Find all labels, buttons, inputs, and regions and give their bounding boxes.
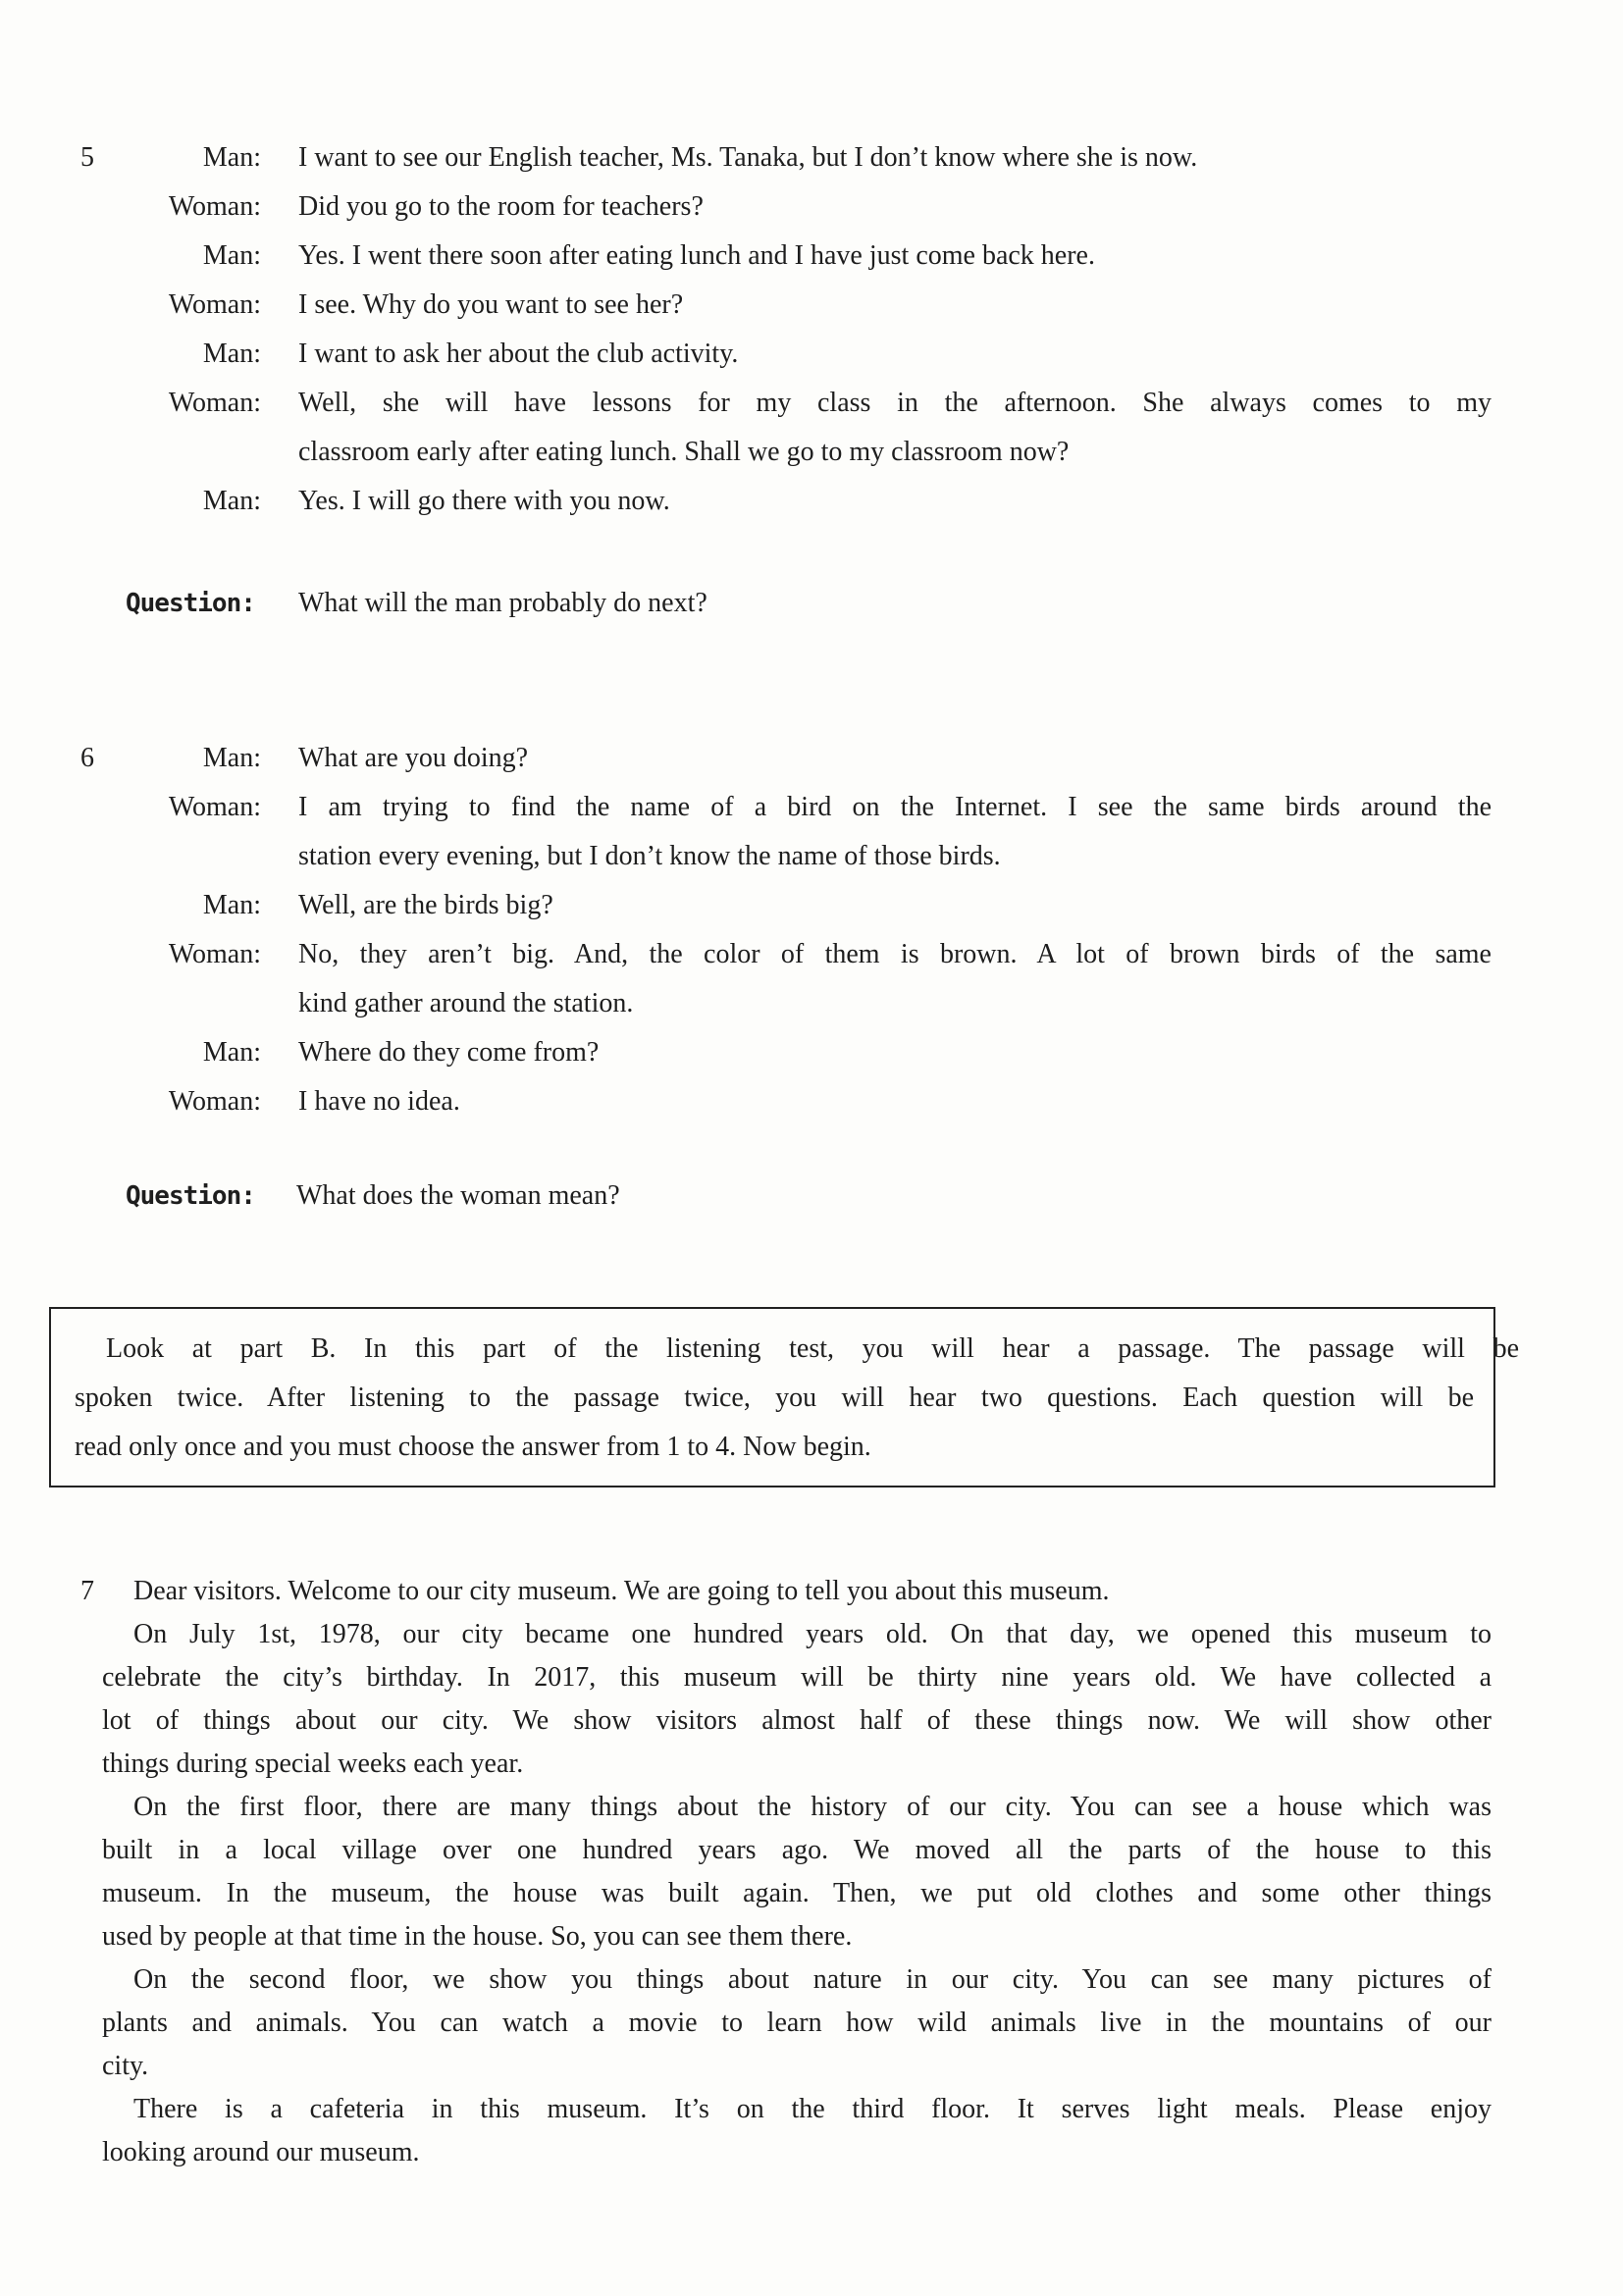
speaker-label: Woman: bbox=[168, 191, 261, 222]
instruction-line-3: read only once and you must choose the answer from 1 to 4. Now begin. bbox=[75, 1432, 871, 1462]
dialogue-line: Well, are the birds big? bbox=[298, 890, 553, 920]
instruction-line-2: spoken twice. After listening to the passage twice, you will hear two questions. Each question will be bbox=[75, 1383, 1474, 1413]
passage-line: There is a cafeteria in this museum. It’s on the third floor. It serves light meals. Please enjoy bbox=[133, 2094, 1492, 2124]
instruction-line-1: Look at part B. In this part of the listening test, you will hear a passage. The passage will be bbox=[106, 1333, 1519, 1364]
dialogue-line: No, they aren’t big. And, the color of them is brown. A lot of brown birds of the same bbox=[298, 939, 1492, 969]
speaker-label: Man: bbox=[202, 890, 261, 920]
passage-line: On July 1st, 1978, our city became one hundred years old. On that day, we opened this museum to bbox=[133, 1619, 1492, 1649]
speaker-label: Man: bbox=[202, 142, 261, 173]
question-number-7: 7 bbox=[80, 1576, 94, 1606]
question-text-6: What does the woman mean? bbox=[296, 1180, 620, 1211]
dialogue-line: Well, she will have lessons for my class in the afternoon. She always comes to my bbox=[298, 388, 1492, 418]
passage-line: used by people at that time in the house. So, you can see them there. bbox=[102, 1921, 853, 1952]
dialogue-line: kind gather around the station. bbox=[298, 988, 634, 1018]
speaker-label: Woman: bbox=[168, 388, 261, 418]
speaker-label: Woman: bbox=[168, 289, 261, 320]
passage-intro-line: Dear visitors. Welcome to our city museum. We are going to tell you about this museum. bbox=[133, 1576, 1110, 1606]
dialogue-line: Did you go to the room for teachers? bbox=[298, 191, 704, 222]
dialogue-line: I see. Why do you want to see her? bbox=[298, 289, 684, 320]
dialogue-line: I want to ask her about the club activity. bbox=[298, 339, 739, 369]
dialogue-line: Where do they come from? bbox=[298, 1037, 600, 1068]
dialogue-line: I want to see our English teacher, Ms. Tanaka, but I don’t know where she is now. bbox=[298, 142, 1198, 173]
speaker-label: Man: bbox=[202, 1037, 261, 1068]
passage-line: built in a local village over one hundred years ago. We moved all the parts of the house to this bbox=[102, 1835, 1492, 1865]
speaker-label: Woman: bbox=[168, 792, 261, 822]
speaker-label: Woman: bbox=[168, 939, 261, 969]
question-text-5: What will the man probably do next? bbox=[298, 588, 707, 618]
passage-line: looking around our museum. bbox=[102, 2137, 420, 2167]
passage-line: celebrate the city’s birthday. In 2017, this museum will be thirty nine years old. We have collected a bbox=[102, 1662, 1492, 1693]
dialogue-line: I have no idea. bbox=[298, 1086, 460, 1117]
passage-line: museum. In the museum, the house was built again. Then, we put old clothes and some other things bbox=[102, 1878, 1492, 1908]
speaker-label: Man: bbox=[202, 240, 261, 271]
question-label-5: Question: bbox=[126, 589, 255, 618]
passage-line: On the second floor, we show you things about nature in our city. You can see many pictures of bbox=[133, 1964, 1492, 1995]
dialogue-line: I am trying to find the name of a bird on the Internet. I see the same birds around the bbox=[298, 792, 1492, 822]
part-b-instruction-box bbox=[49, 1307, 1519, 1487]
dialogue-line: station every evening, but I don’t know the name of those birds. bbox=[298, 841, 1001, 871]
passage-line: plants and animals. You can watch a movie to learn how wild animals live in the mountains of our bbox=[102, 2008, 1492, 2038]
passage-line: things during special weeks each year. bbox=[102, 1748, 524, 1779]
passage-line: lot of things about our city. We show visitors almost half of these things now. We will show other bbox=[102, 1705, 1492, 1736]
passage-line: city. bbox=[102, 2051, 149, 2081]
speaker-label: Woman: bbox=[168, 1086, 261, 1117]
dialogue-line: Yes. I went there soon after eating lunch and I have just come back here. bbox=[298, 240, 1095, 271]
speaker-label: Man: bbox=[202, 486, 261, 516]
dialogue-line: classroom early after eating lunch. Shall we go to my classroom now? bbox=[298, 437, 1070, 467]
speaker-label: Man: bbox=[202, 339, 261, 369]
question-number-6: 6 bbox=[80, 743, 94, 773]
question-number-5: 5 bbox=[80, 142, 94, 173]
question-label-6: Question: bbox=[126, 1181, 255, 1211]
dialogue-line: What are you doing? bbox=[298, 743, 529, 773]
dialogue-line: Yes. I will go there with you now. bbox=[298, 486, 670, 516]
speaker-label: Man: bbox=[202, 743, 261, 773]
passage-line: On the first floor, there are many things about the history of our city. You can see a house which was bbox=[133, 1792, 1492, 1822]
